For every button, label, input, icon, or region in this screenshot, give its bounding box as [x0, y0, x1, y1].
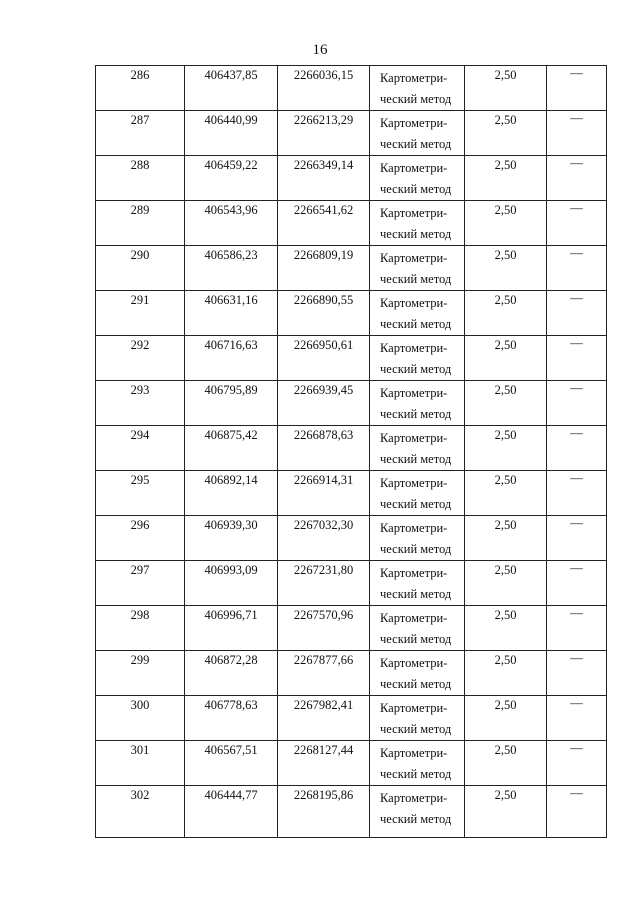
accuracy-cell: 2,50 [465, 381, 547, 426]
method-line-1: Картометри- [380, 251, 448, 265]
method-line-2: ческий метод [380, 317, 452, 331]
method-cell [370, 786, 465, 838]
method-cell [370, 426, 465, 471]
table-row [96, 741, 607, 786]
page-number: 16 [312, 42, 328, 58]
method-line-2: ческий метод [380, 632, 452, 646]
method-line-1: Картометри- [380, 701, 448, 715]
table-row [96, 111, 607, 156]
method-cell [370, 516, 465, 561]
method-line-1: Картометри- [380, 476, 448, 490]
description-cell: — [547, 651, 607, 696]
accuracy-cell: 2,50 [465, 156, 547, 201]
method-line-2: ческий метод [380, 407, 452, 421]
x-coordinate-cell: 406567,51 [185, 741, 278, 786]
y-coordinate-cell: 2267982,41 [278, 696, 370, 741]
y-coordinate-cell: 2266939,45 [278, 381, 370, 426]
method-cell [370, 381, 465, 426]
x-coordinate-cell: 406892,14 [185, 471, 278, 516]
method-line-2: ческий метод [380, 587, 452, 601]
accuracy-cell: 2,50 [465, 561, 547, 606]
y-coordinate-cell: 2266914,31 [278, 471, 370, 516]
method-cell [370, 606, 465, 651]
method-line-1: Картометри- [380, 656, 448, 670]
accuracy-cell: 2,50 [465, 651, 547, 696]
method-line-1: Картометри- [380, 611, 448, 625]
point-number-cell: 287 [96, 111, 185, 156]
y-coordinate-cell: 2267231,80 [278, 561, 370, 606]
accuracy-cell: 2,50 [465, 786, 547, 838]
description-cell: — [547, 561, 607, 606]
x-coordinate-cell: 406543,96 [185, 201, 278, 246]
y-coordinate-cell: 2266349,14 [278, 156, 370, 201]
table-row [96, 201, 607, 246]
method-line-1: Картометри- [380, 161, 448, 175]
point-number-cell: 293 [96, 381, 185, 426]
accuracy-cell: 2,50 [465, 606, 547, 651]
point-number-cell: 291 [96, 291, 185, 336]
method-line-1: Картометри- [380, 566, 448, 580]
description-cell: — [547, 786, 607, 838]
method-line-1: Картометри- [380, 71, 448, 85]
description-cell: — [547, 336, 607, 381]
table-row [96, 291, 607, 336]
accuracy-cell: 2,50 [465, 471, 547, 516]
description-cell: — [547, 426, 607, 471]
x-coordinate-cell: 406778,63 [185, 696, 278, 741]
description-cell: — [547, 696, 607, 741]
accuracy-cell: 2,50 [465, 246, 547, 291]
x-coordinate-cell: 406437,85 [185, 66, 278, 111]
method-line-1: Картометри- [380, 386, 448, 400]
point-number-cell: 301 [96, 741, 185, 786]
method-line-1: Картометри- [380, 791, 448, 805]
method-cell [370, 651, 465, 696]
table-row [96, 426, 607, 471]
accuracy-cell: 2,50 [465, 426, 547, 471]
y-coordinate-cell: 2267032,30 [278, 516, 370, 561]
point-number-cell: 296 [96, 516, 185, 561]
accuracy-cell: 2,50 [465, 201, 547, 246]
accuracy-cell: 2,50 [465, 111, 547, 156]
method-line-1: Картометри- [380, 116, 448, 130]
table-row [96, 606, 607, 651]
x-coordinate-cell: 406993,09 [185, 561, 278, 606]
method-cell [370, 201, 465, 246]
method-cell [370, 696, 465, 741]
x-coordinate-cell: 406716,63 [185, 336, 278, 381]
description-cell: — [547, 246, 607, 291]
y-coordinate-cell: 2268127,44 [278, 741, 370, 786]
point-number-cell: 299 [96, 651, 185, 696]
accuracy-cell: 2,50 [465, 741, 547, 786]
x-coordinate-cell: 406631,16 [185, 291, 278, 336]
method-line-2: ческий метод [380, 272, 452, 286]
x-coordinate-cell: 406459,22 [185, 156, 278, 201]
y-coordinate-cell: 2266541,62 [278, 201, 370, 246]
y-coordinate-cell: 2266890,55 [278, 291, 370, 336]
description-cell: — [547, 291, 607, 336]
y-coordinate-cell: 2266878,63 [278, 426, 370, 471]
method-line-2: ческий метод [380, 497, 452, 511]
accuracy-cell: 2,50 [465, 291, 547, 336]
point-number-cell: 295 [96, 471, 185, 516]
point-number-cell: 302 [96, 786, 185, 838]
coordinates-table [95, 65, 607, 838]
method-line-1: Картометри- [380, 746, 448, 760]
description-cell: — [547, 471, 607, 516]
method-line-2: ческий метод [380, 452, 452, 466]
table-row [96, 246, 607, 291]
accuracy-cell: 2,50 [465, 66, 547, 111]
method-line-1: Картометри- [380, 206, 448, 220]
method-line-2: ческий метод [380, 92, 452, 106]
method-line-2: ческий метод [380, 227, 452, 241]
description-cell: — [547, 606, 607, 651]
method-line-2: ческий метод [380, 542, 452, 556]
point-number-cell: 298 [96, 606, 185, 651]
point-number-cell: 292 [96, 336, 185, 381]
x-coordinate-cell: 406939,30 [185, 516, 278, 561]
accuracy-cell: 2,50 [465, 336, 547, 381]
y-coordinate-cell: 2267570,96 [278, 606, 370, 651]
method-cell [370, 741, 465, 786]
y-coordinate-cell: 2266036,15 [278, 66, 370, 111]
method-cell [370, 111, 465, 156]
y-coordinate-cell: 2266950,61 [278, 336, 370, 381]
point-number-cell: 297 [96, 561, 185, 606]
point-number-cell: 294 [96, 426, 185, 471]
method-cell [370, 336, 465, 381]
table-row [96, 651, 607, 696]
x-coordinate-cell: 406440,99 [185, 111, 278, 156]
x-coordinate-cell: 406996,71 [185, 606, 278, 651]
table-row [96, 561, 607, 606]
point-number-cell: 300 [96, 696, 185, 741]
y-coordinate-cell: 2266809,19 [278, 246, 370, 291]
table-row [96, 336, 607, 381]
method-line-2: ческий метод [380, 677, 452, 691]
method-line-2: ческий метод [380, 812, 452, 826]
method-line-2: ческий метод [380, 767, 452, 781]
point-number-cell: 290 [96, 246, 185, 291]
method-line-2: ческий метод [380, 362, 452, 376]
point-number-cell: 289 [96, 201, 185, 246]
point-number-cell: 288 [96, 156, 185, 201]
table-row [96, 471, 607, 516]
method-cell [370, 471, 465, 516]
method-cell [370, 561, 465, 606]
method-line-2: ческий метод [380, 182, 452, 196]
description-cell: — [547, 516, 607, 561]
y-coordinate-cell: 2266213,29 [278, 111, 370, 156]
method-cell [370, 66, 465, 111]
method-line-1: Картометри- [380, 341, 448, 355]
coordinates-table-body [96, 66, 607, 838]
method-line-2: ческий метод [380, 137, 452, 151]
method-line-2: ческий метод [380, 722, 452, 736]
x-coordinate-cell: 406875,42 [185, 426, 278, 471]
table-row [96, 786, 607, 838]
method-cell [370, 291, 465, 336]
y-coordinate-cell: 2268195,86 [278, 786, 370, 838]
description-cell: — [547, 111, 607, 156]
y-coordinate-cell: 2267877,66 [278, 651, 370, 696]
point-number-cell: 286 [96, 66, 185, 111]
description-cell: — [547, 156, 607, 201]
x-coordinate-cell: 406444,77 [185, 786, 278, 838]
table-row [96, 66, 607, 111]
method-line-1: Картометри- [380, 431, 448, 445]
method-cell [370, 156, 465, 201]
x-coordinate-cell: 406586,23 [185, 246, 278, 291]
description-cell: — [547, 66, 607, 111]
description-cell: — [547, 741, 607, 786]
accuracy-cell: 2,50 [465, 696, 547, 741]
description-cell: — [547, 201, 607, 246]
method-line-1: Картометри- [380, 521, 448, 535]
method-cell [370, 246, 465, 291]
table-row [96, 696, 607, 741]
x-coordinate-cell: 406795,89 [185, 381, 278, 426]
table-row [96, 156, 607, 201]
table-row [96, 381, 607, 426]
accuracy-cell: 2,50 [465, 516, 547, 561]
description-cell: — [547, 381, 607, 426]
x-coordinate-cell: 406872,28 [185, 651, 278, 696]
table-row [96, 516, 607, 561]
method-line-1: Картометри- [380, 296, 448, 310]
